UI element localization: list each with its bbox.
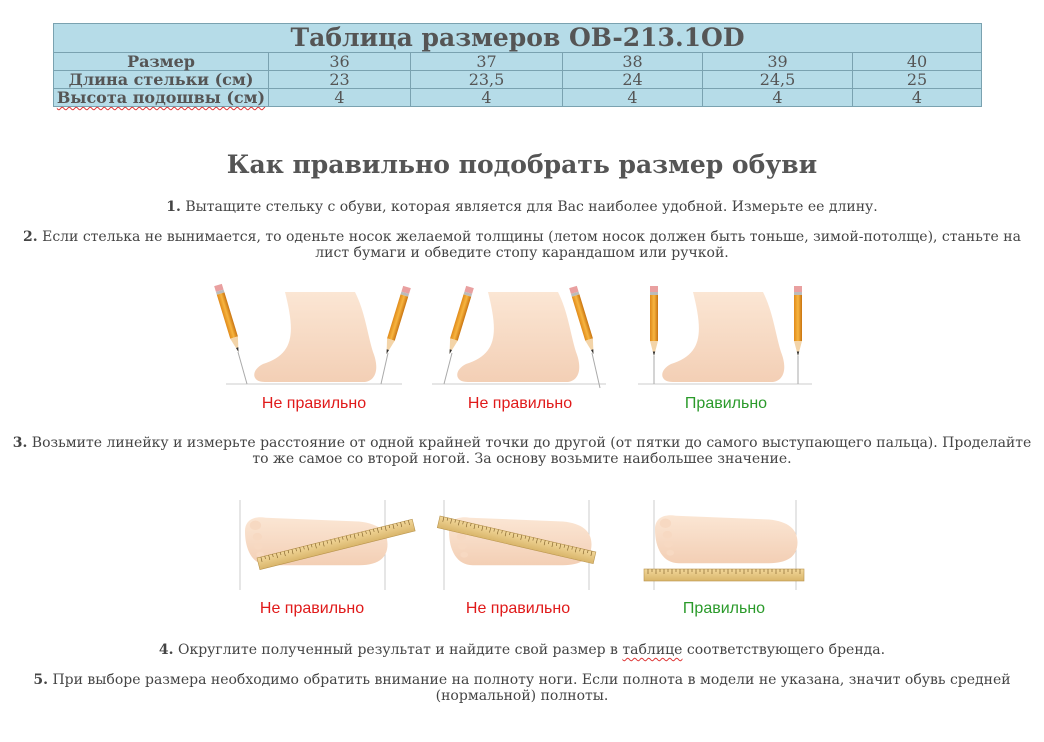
table-cell: 4: [269, 89, 411, 107]
table-cell: 23: [269, 71, 411, 89]
step-text: При выборе размера необходимо обратить внимание на полноту ноги. Если полнота в модели не указана, значит обувь средней (нормальной) полноты.: [52, 672, 1011, 704]
caption-wrong-2: Не правильно: [467, 395, 573, 412]
step-4: [0, 642, 1044, 658]
table-cell: 39: [703, 53, 853, 71]
pencil-icon: [383, 286, 411, 355]
step-number: 3.: [12, 435, 28, 451]
foot-icon: [655, 515, 798, 563]
caption-wrong-1: Не правильно: [261, 395, 367, 412]
step-number: 4.: [158, 642, 174, 658]
step-5: [30, 672, 1014, 704]
guide-title: Как правильно подобрать размер обуви: [226, 150, 818, 179]
table-cell: 23,5: [411, 71, 563, 89]
caption-right-1: Правильно: [684, 395, 768, 412]
step-number: 1.: [166, 199, 181, 215]
step-text-squiggle: таблице: [622, 642, 683, 658]
table-cell: 25: [853, 71, 982, 89]
caption-wrong-3: Не правильно: [259, 600, 365, 617]
pencil-icon: [794, 286, 802, 356]
pencil-icon: [446, 286, 474, 355]
step-text: Если стелька не вынимается, то оденьте носок желаемой толщины (летом носок должен быть тоньше, зимой-потолще), станьте на лист бумаги и обведите стопу карандашом или ручкой.: [42, 229, 1021, 261]
table-cell: 4: [853, 89, 982, 107]
foot-icon: [638, 292, 812, 384]
pencil-icon: [650, 286, 658, 356]
table-cell: 4: [703, 89, 853, 107]
row-label-insole-length: Длина стельки (см): [54, 71, 269, 89]
table-title: Таблица размеров OB-213.1OD: [54, 24, 982, 53]
row-label-size: Размер: [54, 53, 269, 71]
step-number: 2.: [23, 229, 38, 245]
caption-wrong-4: Не правильно: [465, 600, 571, 617]
caption-right-2: Правильно: [682, 600, 766, 617]
table-cell: 36: [269, 53, 411, 71]
table-cell: 38: [563, 53, 703, 71]
table-cell: 4: [411, 89, 563, 107]
step-number: 5.: [33, 672, 48, 688]
step-3: [8, 435, 1036, 467]
table-cell: 37: [411, 53, 563, 71]
step-text: Вытащите стельку с обуви, которая является для Вас наиболее удобной. Измерьте ее длину.: [185, 199, 878, 215]
step-text: Округлите полученный результат и найдите свой размер в: [177, 642, 623, 658]
table-cell: 24: [563, 71, 703, 89]
ruler-icon: [644, 569, 804, 581]
row-label-sole-height: Высота подошвы (см): [54, 89, 269, 107]
foot-icon: [226, 292, 402, 384]
table-cell: 4: [563, 89, 703, 107]
table-cell: 40: [853, 53, 982, 71]
step-text: Возьмите линейку и измерьте расстояние от одной крайней точки до другой (от пятки до самого выступающего пальца). Проделайте то же самое со второй ногой. За основу возьмите наибольшее значение.: [31, 435, 1032, 467]
table-cell: 24,5: [703, 71, 853, 89]
pencil-icon: [214, 284, 242, 353]
step-text: соответствующего бренда.: [682, 642, 886, 658]
